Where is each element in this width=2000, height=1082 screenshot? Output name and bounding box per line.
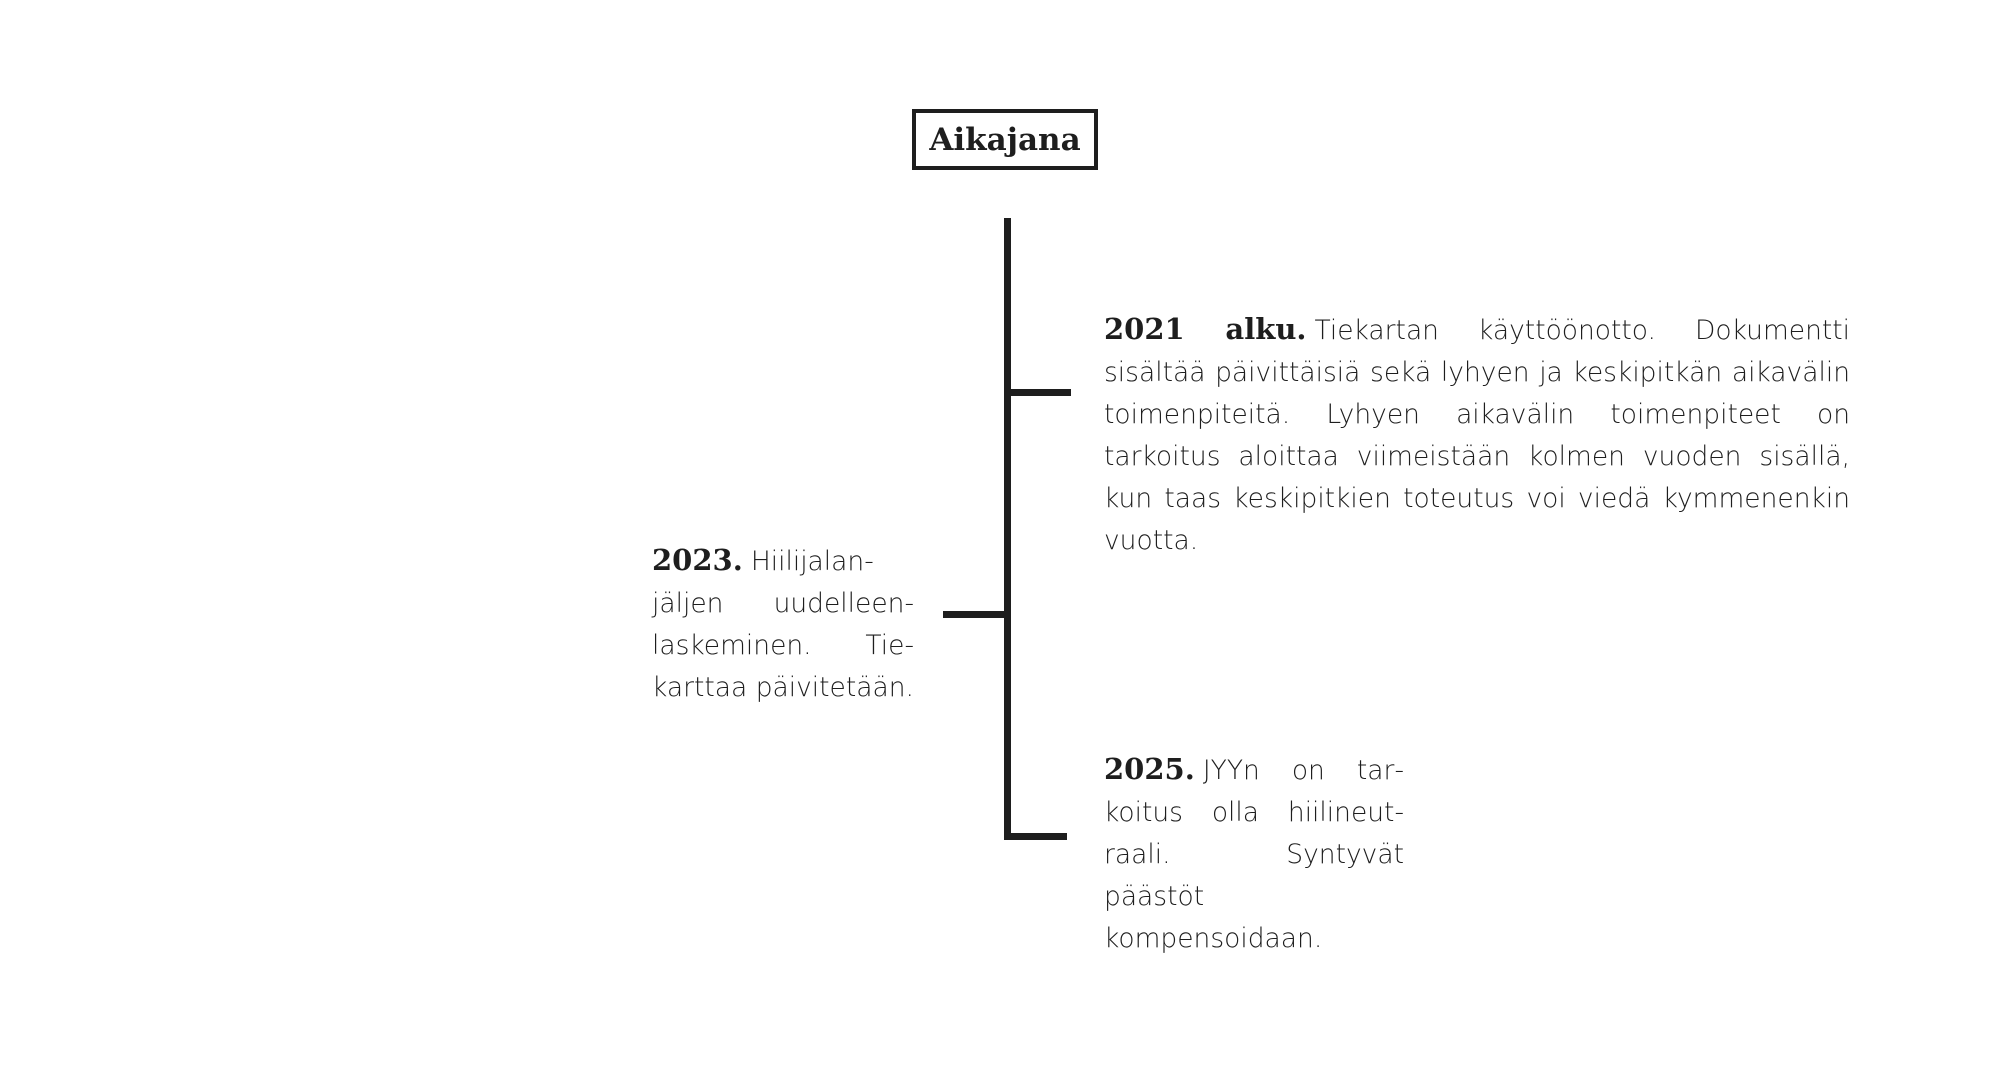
entry-year: 2023. [652,543,743,577]
entry-text: Hiilijalanjäljen uudelleenlaskeminen. Tiekarttaa päivitetään. [652,546,914,703]
timeline-entry-2021 [1104,308,1850,562]
timeline-axis [1004,218,1011,840]
timeline-entry-2025 [1104,748,1404,960]
timeline-branch-2023 [943,611,1011,618]
timeline-branch-2021 [1004,389,1071,396]
entry-year: 2025. [1104,752,1195,786]
timeline-entry-2023 [652,539,914,709]
entry-text: JYYn on tarkoitus olla hiilineutraali. Syntyvät päästöt kompensoidaan. [1104,755,1404,954]
timeline-branch-2025 [1004,833,1067,840]
timeline-title: Aikajana [912,109,1098,170]
entry-text: Tiekartan käyttöönotto. Dokumentti sisältää päivittäisiä sekä lyhyen ja keskipitkän aikavälin toimenpiteitä. Lyhyen aikavälin toimenpiteet on tarkoitus aloittaa viimeistään kolmen vuoden sisällä, kun taas keskipitkien toteutus voi viedä kymmenenkin vuotta. [1104,315,1851,556]
entry-year: 2021 alku. [1104,312,1307,346]
